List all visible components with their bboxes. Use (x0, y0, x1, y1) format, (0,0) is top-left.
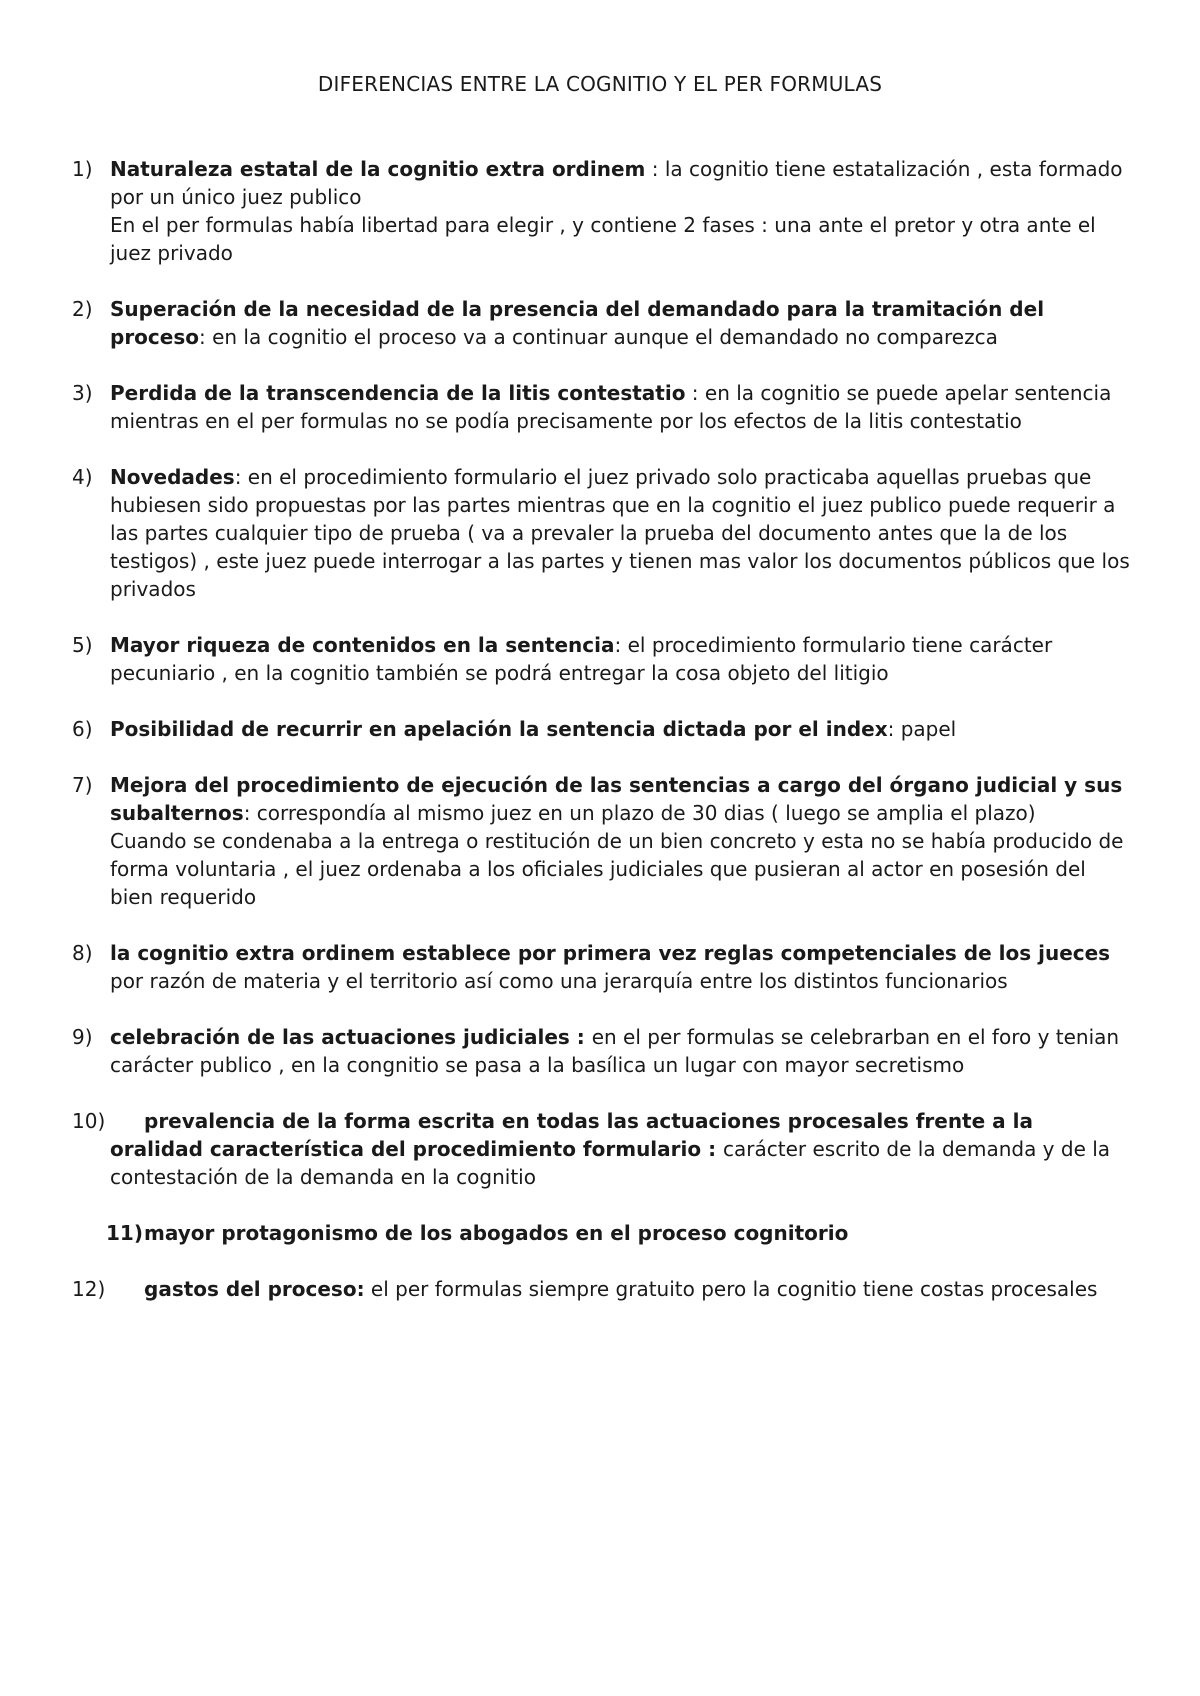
item-text: : la cognitio tiene estatalización , esta formado por un único juez publico (110, 157, 1123, 209)
item-text: : papel (887, 717, 957, 741)
item-number: 7) (72, 773, 93, 797)
item-extra-text: En el per formulas había libertad para elegir , y contiene 2 fases : una ante el pretor y otra ante el juez privado (110, 213, 1096, 265)
item-text: : correspondía al mismo juez en un plazo de 30 dias ( luego se amplia el plazo) (243, 801, 1036, 825)
item-text: : el procedimiento formulario tiene carácter pecuniario , en la cognitio también se podrá entregar la cosa objeto del litigio (110, 633, 1053, 685)
item-number: 9) (72, 1025, 93, 1049)
list-item (72, 1275, 1132, 1303)
item-text: : en la cognitio el proceso va a continuar aunque el demandado no comparezca (198, 325, 998, 349)
item-heading: Superación de la necesidad de la presencia del demandado para la tramitación del proceso (110, 297, 1045, 349)
differences-list (72, 155, 1132, 1331)
list-item (72, 379, 1132, 435)
item-number: 11) (106, 1221, 143, 1245)
item-number: 5) (72, 633, 93, 657)
item-number: 1) (72, 157, 93, 181)
item-heading: la cognitio extra ordinem establece por primera vez reglas competenciales de los jueces (110, 941, 1111, 965)
list-item (72, 631, 1132, 687)
item-heading: Perdida de la transcendencia de la litis contestatio (110, 381, 686, 405)
item-heading: Naturaleza estatal de la cognitio extra ordinem (110, 157, 646, 181)
document-title: DIFERENCIAS ENTRE LA COGNITIO Y EL PER FORMULAS (317, 72, 883, 96)
item-text: carácter escrito de la demanda y de la contestación de la demanda en la cognitio (110, 1137, 1111, 1189)
item-number: 3) (72, 381, 93, 405)
item-number: 12) (72, 1277, 106, 1301)
item-number: 10) (72, 1109, 106, 1133)
item-heading: celebración de las actuaciones judiciales : (110, 1025, 592, 1049)
list-item (72, 939, 1132, 995)
item-heading: gastos del proceso: (144, 1277, 365, 1301)
list-item (72, 1219, 1132, 1247)
item-text: : en la cognitio se puede apelar sentencia mientras en el per formulas no se podía precisamente por los efectos de la litis contestatio (110, 381, 1112, 433)
item-text: : en el procedimiento formulario el juez privado solo practicaba aquellas pruebas que hubiesen sido propuestas por las partes mientras que en la cognitio el juez publico puede requerir a las partes cualquier tipo de prueba ( va a prevaler la prueba del documento antes que la de los testigos) , este juez puede interrogar a las partes y tienen mas valor los documentos públicos que los privados (110, 465, 1130, 601)
item-extra-text: Cuando se condenaba a la entrega o restitución de un bien concreto y esta no se había producido de forma voluntaria , el juez ordenaba a los oficiales judiciales que pusieran al actor en posesión del bien requerido (110, 829, 1124, 909)
list-item (72, 463, 1132, 603)
item-heading: Mejora del procedimiento de ejecución de las sentencias a cargo del órgano judicial y sus subalternos (110, 773, 1123, 825)
item-heading: prevalencia de la forma escrita en todas las actuaciones procesales frente a la oralidad característica del procedimiento formulario : (110, 1109, 1033, 1161)
item-number: 4) (72, 465, 93, 489)
item-heading: mayor protagonismo de los abogados en el proceso cognitorio (144, 1221, 849, 1245)
item-text: en el per formulas se celebrarban en el foro y tenian carácter publico , en la congnitio se pasa a la basílica un lugar con mayor secretismo (110, 1025, 1120, 1077)
list-item (72, 1023, 1132, 1079)
item-heading: Posibilidad de recurrir en apelación la sentencia dictada por el index (110, 717, 888, 741)
list-item (72, 715, 1132, 743)
item-number: 6) (72, 717, 93, 741)
item-text: el per formulas siempre gratuito pero la cognitio tiene costas procesales (364, 1277, 1098, 1301)
list-item (72, 1107, 1132, 1191)
list-item (72, 295, 1132, 351)
item-number: 8) (72, 941, 93, 965)
list-item (72, 771, 1132, 911)
item-number: 2) (72, 297, 93, 321)
item-heading: Mayor riqueza de contenidos en la sentencia (110, 633, 615, 657)
item-heading: Novedades (110, 465, 235, 489)
item-text: por razón de materia y el territorio así como una jerarquía entre los distintos funcionarios (110, 969, 1008, 993)
list-item (72, 155, 1132, 267)
